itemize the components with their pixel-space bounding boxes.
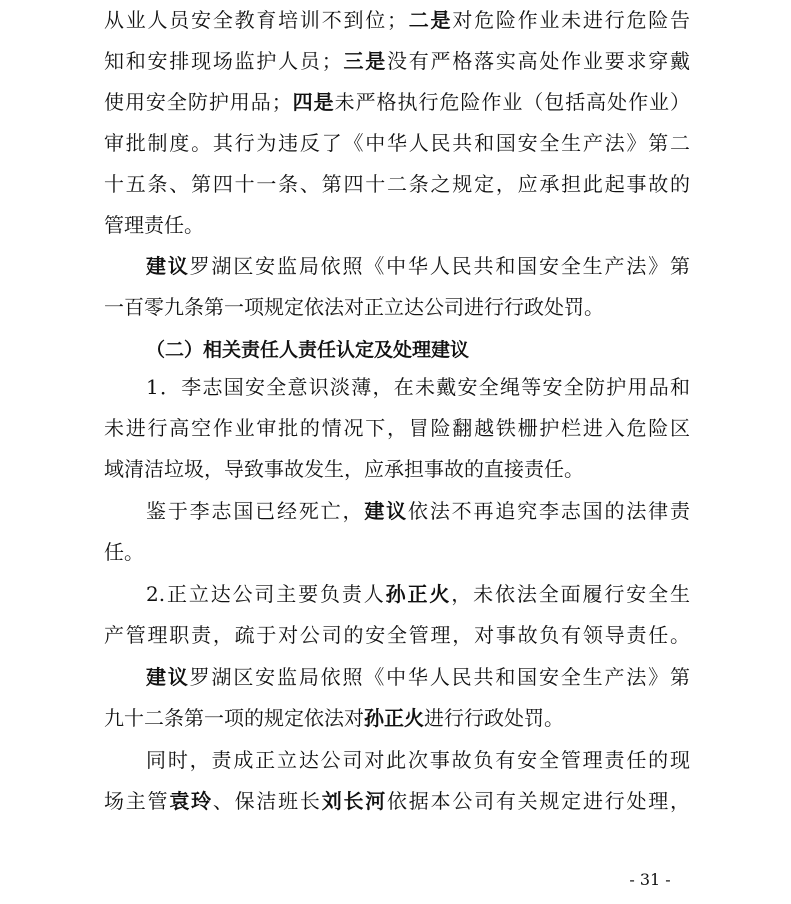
section-heading: （二）相关责任人责任认定及处理建议 [146,339,470,361]
text-line: 1．李志国安全意识淡薄，在未戴安全绳等安全防护用品和 [146,375,690,399]
text-line: 从业人员安全教育培训不到位；二是对危险作业未进行危险告 [104,8,691,32]
text-line: 建议罗湖区安监局依照《中华人民共和国安全生产法》第 [146,254,691,278]
text-line: 知和安排现场监护人员；三是没有严格落实高处作业要求穿戴 [104,49,691,73]
text-line: 未进行高空作业审批的情况下，冒险翻越铁栅护栏进入危险区 [104,416,690,440]
text-line: 审批制度。其行为违反了《中华人民共和国安全生产法》第二 [104,131,690,155]
text-line: 同时，责成正立达公司对此次事故负有安全管理责任的现 [146,748,690,772]
text-line: 管理责任。 [104,213,204,237]
text-line: 九十二条第一项的规定依法对孙正火进行行政处罚。 [104,706,564,730]
text-line: 使用安全防护用品；四是未严格执行危险作业（包括高处作业） [104,90,691,114]
text-line: 场主管袁玲、保洁班长刘长河依据本公司有关规定进行处理， [104,789,691,813]
text-line: 域清洁垃圾，导致事故发生，应承担事故的直接责任。 [104,457,584,481]
text-line: 十五条、第四十一条、第四十二条之规定，应承担此起事故的 [104,172,690,196]
text-line: 任。 [104,540,144,564]
text-line: 一百零九条第一项规定依法对正立达公司进行行政处罚。 [104,295,604,319]
text-line: 鉴于李志国已经死亡，建议依法不再追究李志国的法律责 [146,499,691,523]
page-number: - 31 - [629,870,671,889]
text-line: 建议罗湖区安监局依照《中华人民共和国安全生产法》第 [146,665,691,689]
text-line: 产管理职责，疏于对公司的安全管理，对事故负有领导责任。 [104,623,690,647]
text-line: 2.正立达公司主要负责人孙正火，未依法全面履行安全生 [146,582,691,606]
